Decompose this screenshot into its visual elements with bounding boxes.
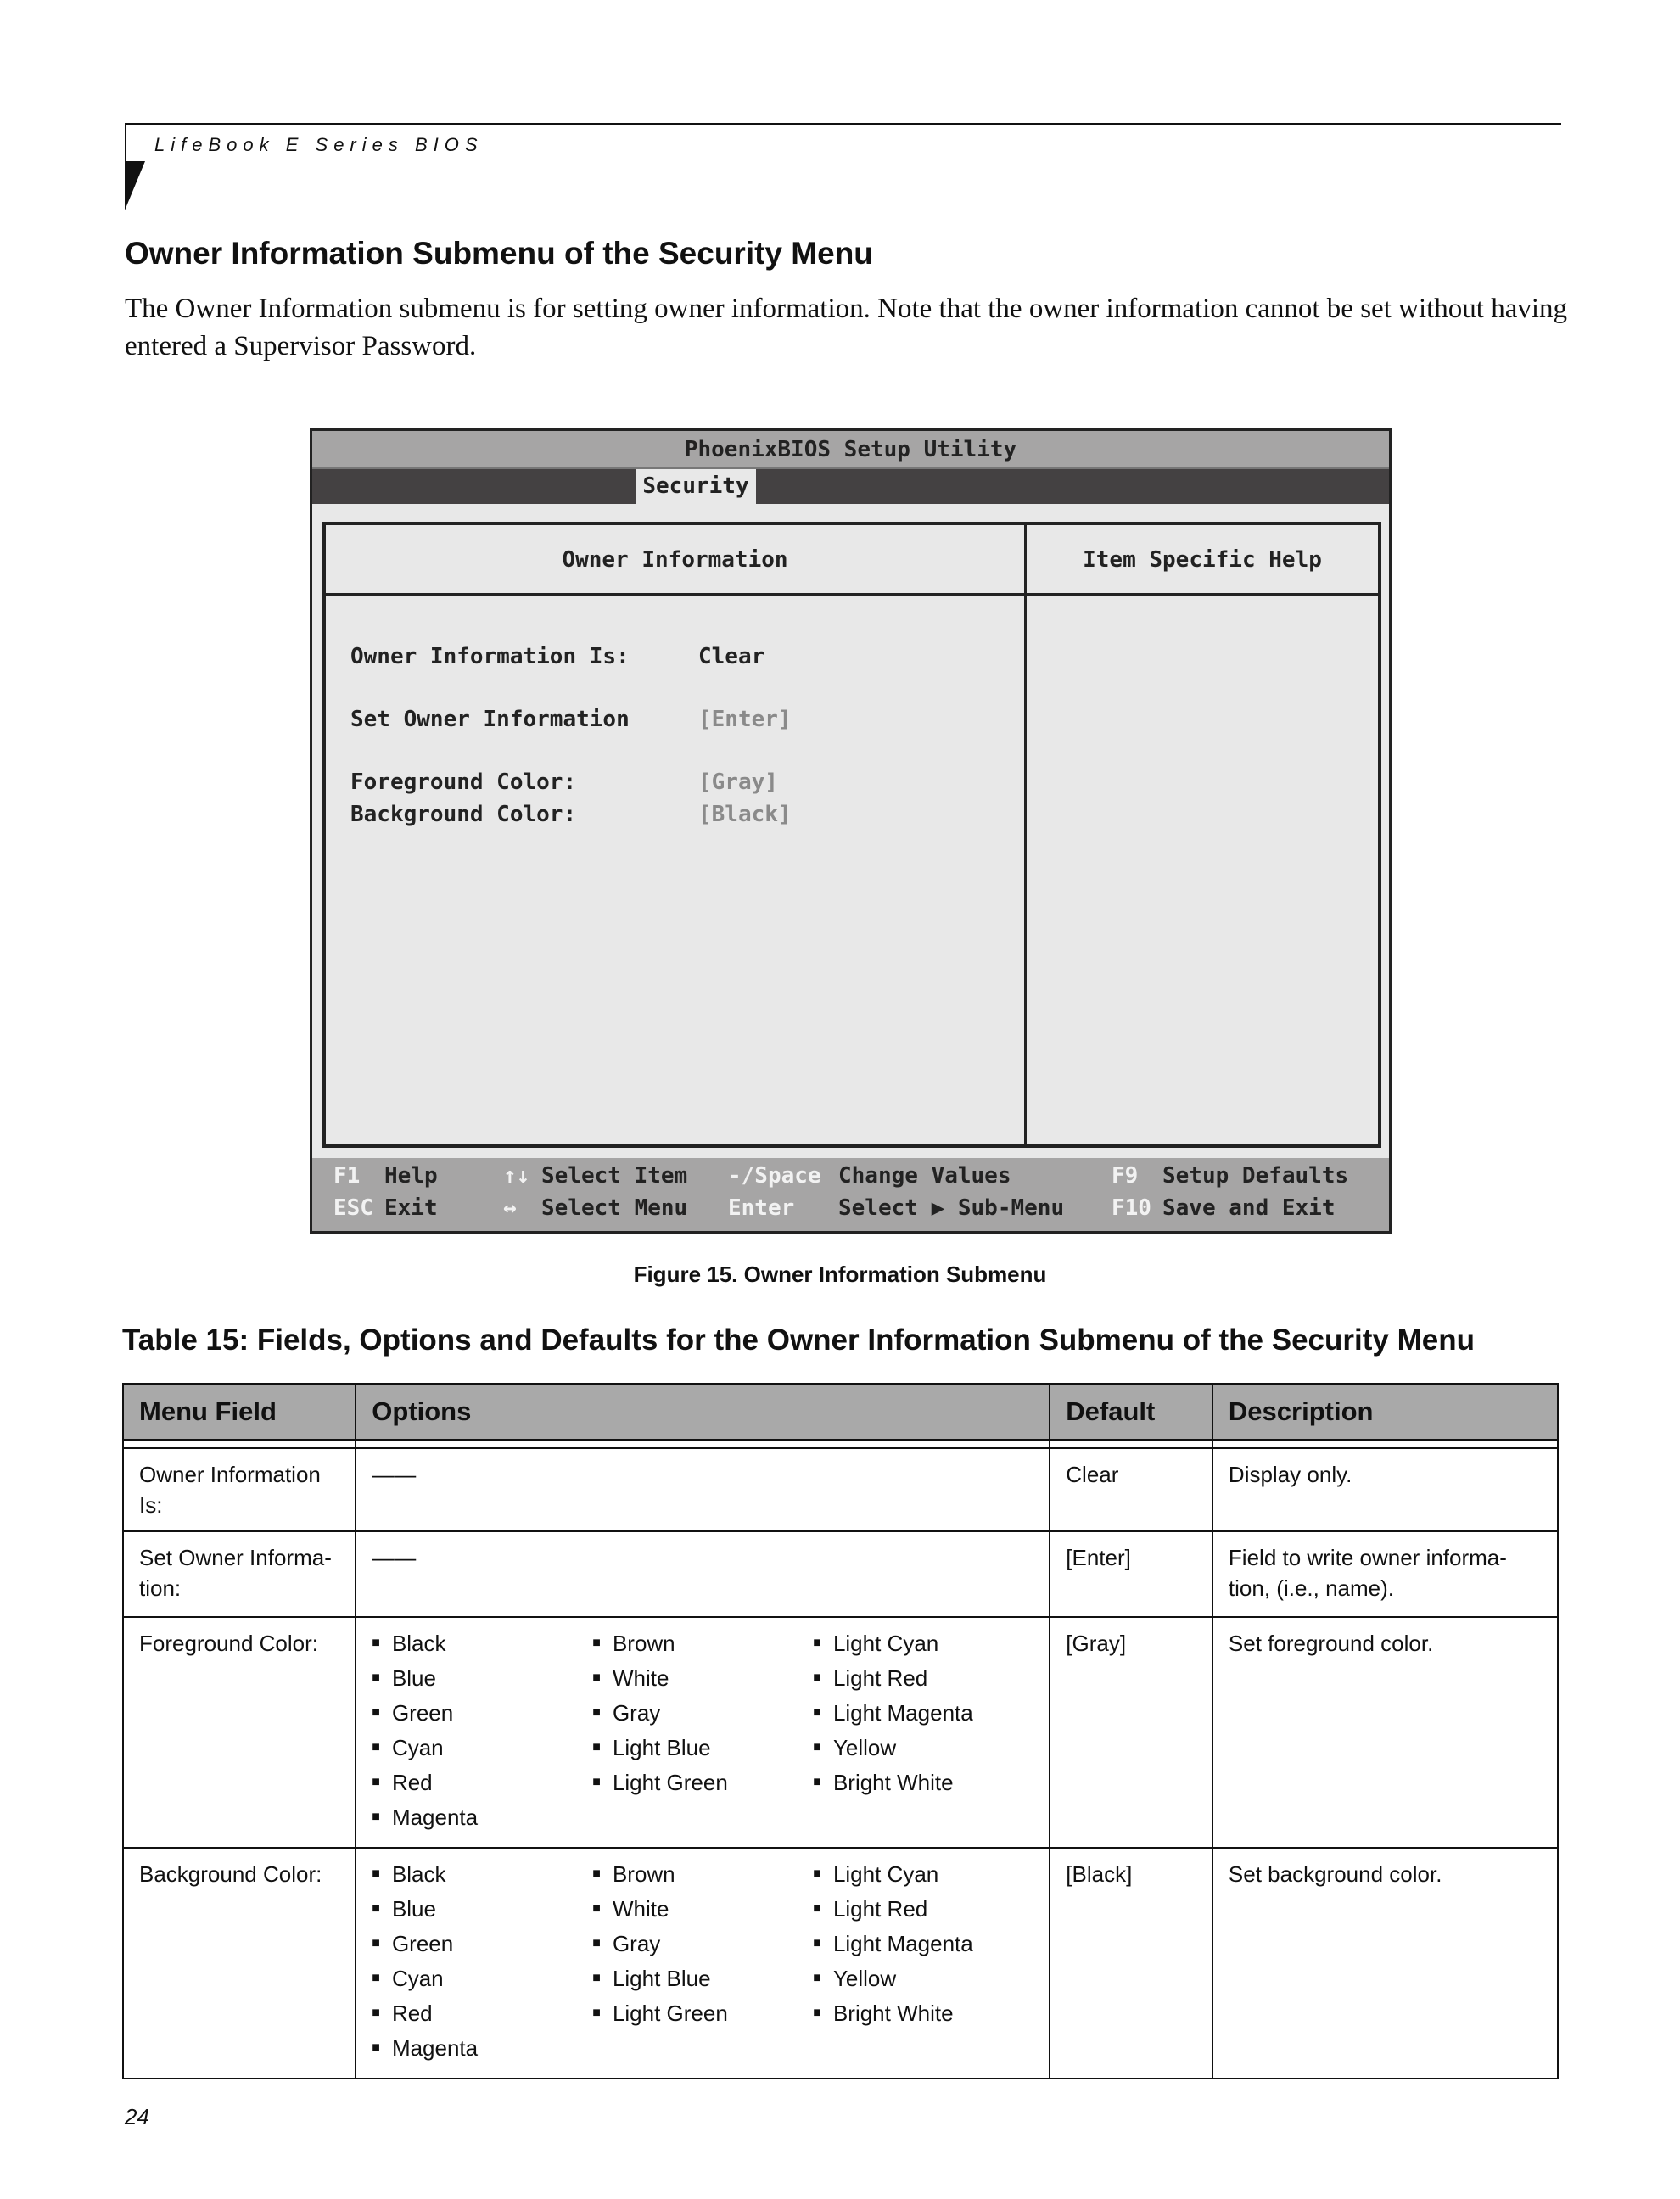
panel-header-rule [326,593,1378,596]
key-f9: F9 [1112,1163,1139,1189]
table-header-row [123,1384,1558,1440]
key-label: Exit [384,1195,438,1221]
row-value[interactable]: [Gray] [698,769,778,795]
bullet-option: ■ Light Blue [592,1732,813,1767]
row-value[interactable]: [Black] [698,802,792,827]
bios-footer [312,1158,1389,1231]
bullet-option: ■ Green [372,1928,592,1963]
column-header: Default [1050,1384,1212,1440]
running-header: LifeBook E Series BIOS [154,134,484,155]
option-column [592,1859,813,2068]
help-title: Item Specific Help [1083,547,1322,573]
cell-description: Field to write owner informa-tion, (i.e., name). [1212,1531,1558,1617]
bullet-option: ■ Light Green [592,1998,813,2033]
bullet-option: ■ Magenta [372,2033,592,2068]
row-value[interactable]: [Enter] [698,707,792,732]
cell-default: [Black] [1050,1848,1212,2079]
page-number: 24 [125,2104,149,2129]
cell-description: Display only. [1212,1448,1558,1531]
bullet-option: ■ Red [372,1767,592,1802]
options-table [122,1383,1559,2079]
row-label: Background Color: [350,802,577,827]
key-f1: F1 [333,1163,361,1189]
cell-field: Owner Information Is: [123,1448,356,1531]
bios-row-owner-info [350,644,1012,669]
bullet-option: ■ Light Cyan [813,1628,1033,1663]
bios-row-background[interactable] [350,802,1012,827]
bullet-option: ■ Gray [592,1928,813,1963]
bullet-option: ■ Black [372,1859,592,1894]
figure-caption: Figure 15. Owner Information Submenu [633,1262,1047,1287]
key-leftright: ↔ [503,1195,517,1221]
bullet-option: ■ Yellow [813,1732,1033,1767]
option-column [813,1628,1033,1837]
bios-title: PhoenixBIOS Setup Utility [312,431,1389,469]
bullet-option: ■ Light Cyan [813,1859,1033,1894]
key-label: Setup Defaults [1162,1163,1349,1189]
section-heading: Owner Information Submenu of the Security Menu [125,236,873,271]
column-header: Options [356,1384,1050,1440]
bullet-option: ■ Green [372,1698,592,1732]
key-f10: F10 [1112,1195,1151,1221]
key-label: Help [384,1163,438,1189]
bullet-option: ■ Light Green [592,1767,813,1802]
bullet-option: ■ Cyan [372,1732,592,1767]
cell-default: [Gray] [1050,1617,1212,1848]
color-option-list [372,1628,1033,1837]
panel-divider [1024,525,1027,1144]
row-label: Set Owner Information [350,707,630,732]
panel-title: Owner Information [562,547,788,573]
cell-description: Set foreground color. [1212,1617,1558,1848]
key-updown: ↑↓ [503,1163,530,1189]
bullet-option: ■ White [592,1663,813,1698]
option-column [592,1628,813,1837]
cell-default: Clear [1050,1448,1212,1531]
bios-menu-bar [312,469,1389,504]
column-header: Description [1212,1384,1558,1440]
key-esc: ESC [333,1195,373,1221]
bullet-option: ■ White [592,1894,813,1928]
bullet-option: ■ Light Blue [592,1963,813,1998]
cell-field: Set Owner Informa-tion: [123,1531,356,1617]
intro-paragraph: The Owner Information submenu is for setting owner information. Note that the owner information cannot be set without having entered a Supervisor Password. [125,294,1568,361]
header-rule [125,123,1561,125]
cell-options [356,1848,1050,2079]
option-column [372,1628,592,1837]
bullet-option: ■ Brown [592,1859,813,1894]
key-label: Select Menu [541,1195,688,1221]
bios-panel [322,522,1381,1148]
key-space: -/Space [728,1163,821,1189]
bios-screenshot [310,428,1392,1234]
color-option-list [372,1859,1033,2068]
bullet-option: ■ Blue [372,1663,592,1698]
cell-field: Background Color: [123,1848,356,2079]
cell-description: Set background color. [1212,1848,1558,2079]
bullet-option: ■ Blue [372,1894,592,1928]
key-label: Select Item [541,1163,688,1189]
column-header: Menu Field [123,1384,356,1440]
bullet-option: ■ Cyan [372,1963,592,1998]
cell-field: Foreground Color: [123,1617,356,1848]
cell-default: [Enter] [1050,1531,1212,1617]
bullet-option: ■ Red [372,1998,592,2033]
cell-options [356,1617,1050,1848]
bullet-option: ■ Black [372,1628,592,1663]
bullet-option: ■ Magenta [372,1802,592,1837]
bios-row-set-owner[interactable] [350,707,1012,732]
key-label: Save and Exit [1162,1195,1336,1221]
cell-options: —— [356,1531,1050,1617]
bios-row-foreground[interactable] [350,769,1012,795]
header-double-rule [123,1440,1558,1448]
option-column [813,1859,1033,2068]
table-row [123,1617,1558,1848]
row-label: Owner Information Is: [350,644,630,669]
table-row [123,1531,1558,1617]
option-column [372,1859,592,2068]
row-value: Clear [698,644,765,669]
key-label: Select ▶ Sub-Menu [838,1195,1065,1221]
bullet-option: ■ Bright White [813,1998,1033,2033]
table-row [123,1448,1558,1531]
header-rule-vertical [125,123,126,165]
key-enter: Enter [728,1195,795,1221]
bullet-option: ■ Light Magenta [813,1698,1033,1732]
bullet-option: ■ Light Red [813,1663,1033,1698]
table-title: Table 15: Fields, Options and Defaults for the Owner Information Submenu of the Security Menu [122,1323,1475,1357]
cell-options: —— [356,1448,1050,1531]
bullet-option: ■ Yellow [813,1963,1033,1998]
bullet-option: ■ Brown [592,1628,813,1663]
key-label: Change Values [838,1163,1011,1189]
bullet-option: ■ Bright White [813,1767,1033,1802]
bullet-option: ■ Light Magenta [813,1928,1033,1963]
row-label: Foreground Color: [350,769,577,795]
table-row [123,1848,1558,2079]
tab-security[interactable]: Security [636,469,756,504]
bullet-option: ■ Gray [592,1698,813,1732]
bullet-option: ■ Light Red [813,1894,1033,1928]
page-marker-icon [125,161,145,210]
